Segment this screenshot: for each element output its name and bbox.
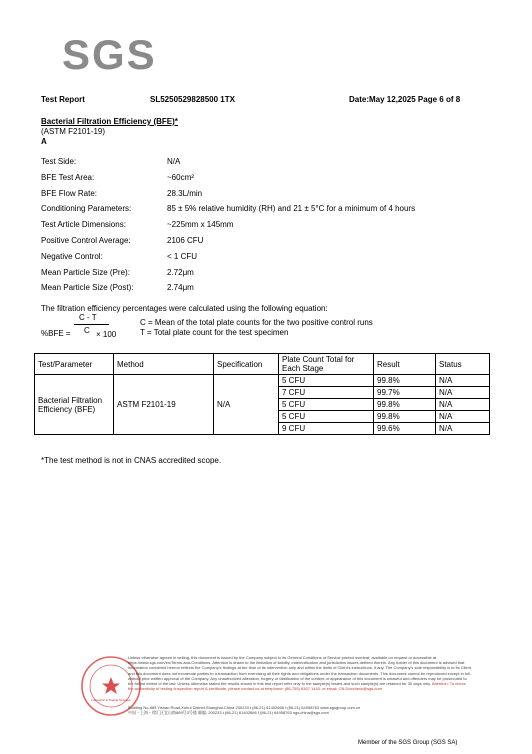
result-cell: 99.7%: [374, 387, 436, 399]
column-header: Status: [436, 354, 490, 375]
footer: [80, 655, 480, 715]
param-label: Conditioning Parameters:: [41, 204, 132, 214]
param-value: 2.74μm: [167, 283, 194, 293]
param-value: ~225mm x 145mm: [167, 220, 234, 230]
param-value: ~60cm²: [167, 172, 194, 182]
parameter-cell: Bacterial Filtration Efficiency (BFE): [35, 375, 114, 435]
c-definition: C = Mean of the total plate counts for the two positive control runs: [140, 318, 373, 327]
t-definition: T = Total plate count for the test specimen: [140, 328, 289, 337]
result-cell: 99.8%: [374, 375, 436, 387]
result-cell: 99.8%: [374, 399, 436, 411]
count-cell: 5 CFU: [279, 411, 374, 423]
param-value: N/A: [167, 157, 181, 166]
equation-denominator: C: [84, 326, 90, 335]
status-cell: N/A: [436, 411, 490, 423]
legal-disclaimer: [128, 655, 471, 691]
count-cell: 5 CFU: [279, 375, 374, 387]
address-en: Building No.889,Yishan Road,Xuhui District,Shanghai,China 200233 t (86-21) 61402666 f (86-21) 64958763 www.sgsgroup.com.cn: [128, 705, 361, 710]
results-table: [34, 353, 490, 435]
svg-text:SGS: SGS: [62, 33, 157, 73]
param-value: < 1 CFU: [167, 251, 198, 261]
footnote: *The test method is not in CNAS accredited scope.: [41, 456, 222, 465]
specification-cell: N/A: [214, 375, 279, 435]
column-header: Test/Parameter: [35, 354, 114, 375]
column-header: Plate Count Total for Each Stage: [279, 354, 374, 375]
specimen-id: A: [41, 137, 47, 146]
bfe-equation: [41, 313, 441, 343]
report-label: Test Report: [41, 95, 85, 104]
section-title: Bacterial Filtration Efficiency (BFE)*: [41, 117, 178, 126]
param-value: 2106 CFU: [167, 235, 204, 245]
disclaimer-text: Unless otherwise agreed in writing, this document is issued by the Company subject to its General Conditions of Service printed overleaf, available on request or accessible at https://www.sgs.com/en/Terms-and-Conditions. Attention is drawn to the limitation of liability, indemnification and jurisdiction issues defined therein. Any holder of this document is advised that information contained hereon reflects the Company's findings at the time of its intervention only and within the limits of Client's instructions, if any. The Company's sole responsibility is to its Client and this document does not exonerate parties to a transaction from exercising all their rights and obligations under the transaction documents. This document cannot be reproduced except in full, without prior written approval of the Company. Any unauthorized alteration, forgery or falsification of the content or appearance of this document is unlawful and offenders may be prosecuted to the fullest extent of the law. Unless otherwise stated the results shown in this test report refer only to the sample(s) tested and such sample(s) are retained for 30 days only.: [128, 655, 472, 687]
fraction-line: [74, 324, 109, 325]
status-cell: N/A: [436, 387, 490, 399]
param-label: Positive Control Average:: [41, 235, 131, 245]
column-header: Specification: [214, 354, 279, 375]
param-value: 28.3L/min: [167, 188, 203, 198]
param-label: Negative Control:: [41, 251, 103, 261]
count-cell: 9 CFU: [279, 423, 374, 435]
param-label: Mean Particle Size (Post):: [41, 283, 134, 293]
column-header: Result: [374, 354, 436, 375]
report-number: SL5250529828500 1TX: [150, 95, 235, 104]
param-value: 85 ± 5% relative humidity (RH) and 21 ± 5°C for a minimum of 4 hours: [167, 204, 416, 214]
column-header: Method: [114, 354, 214, 375]
equation-intro: The filtration efficiency percentages were calculated using the following equation:: [41, 304, 328, 313]
status-cell: N/A: [436, 399, 490, 411]
equation-numerator: C - T: [79, 313, 97, 322]
count-cell: 5 CFU: [279, 399, 374, 411]
equation-lhs: %BFE =: [41, 329, 71, 338]
result-cell: 99.8%: [374, 411, 436, 423]
authenticity-notice: Attention: To check the authenticity of testing /inspection report & certificate, please contact us at telephone: (86-755) 8307 1443, or email: CN.Doccheck@sgs.com: [128, 681, 466, 692]
sgs-logo: [62, 33, 162, 73]
param-label: BFE Test Area:: [41, 172, 95, 182]
param-label: Test Article Dimensions:: [41, 220, 126, 230]
param-value: 2.72μm: [167, 267, 194, 277]
address-block: [128, 705, 473, 716]
svg-text:Inspection & Testing Services: Inspection & Testing Services: [91, 698, 131, 702]
count-cell: 7 CFU: [279, 387, 374, 399]
status-cell: N/A: [436, 423, 490, 435]
standard-ref: (ASTM F2101-19): [41, 127, 106, 136]
equation-multiplier: × 100: [96, 330, 117, 339]
result-cell: 99.6%: [374, 423, 436, 435]
method-cell: ASTM F2101-19: [114, 375, 214, 435]
table-header-row: [35, 354, 490, 375]
status-cell: N/A: [436, 375, 490, 387]
member-line: Member of the SGS Group (SGS SA): [358, 740, 458, 746]
address-cn: 中国・上海・徐汇区宜山路889号3号楼 邮编: 200233 t (86-21) 61402666 f (86-21) 64958763 sgs.china@sgs.com: [128, 710, 329, 715]
param-label: Mean Particle Size (Pre):: [41, 267, 130, 277]
param-label: Test Side:: [41, 157, 77, 166]
date-page: Date:May 12,2025 Page 6 of 8: [349, 95, 461, 104]
param-label: BFE Flow Rate:: [41, 188, 98, 198]
table-row: [35, 375, 490, 387]
